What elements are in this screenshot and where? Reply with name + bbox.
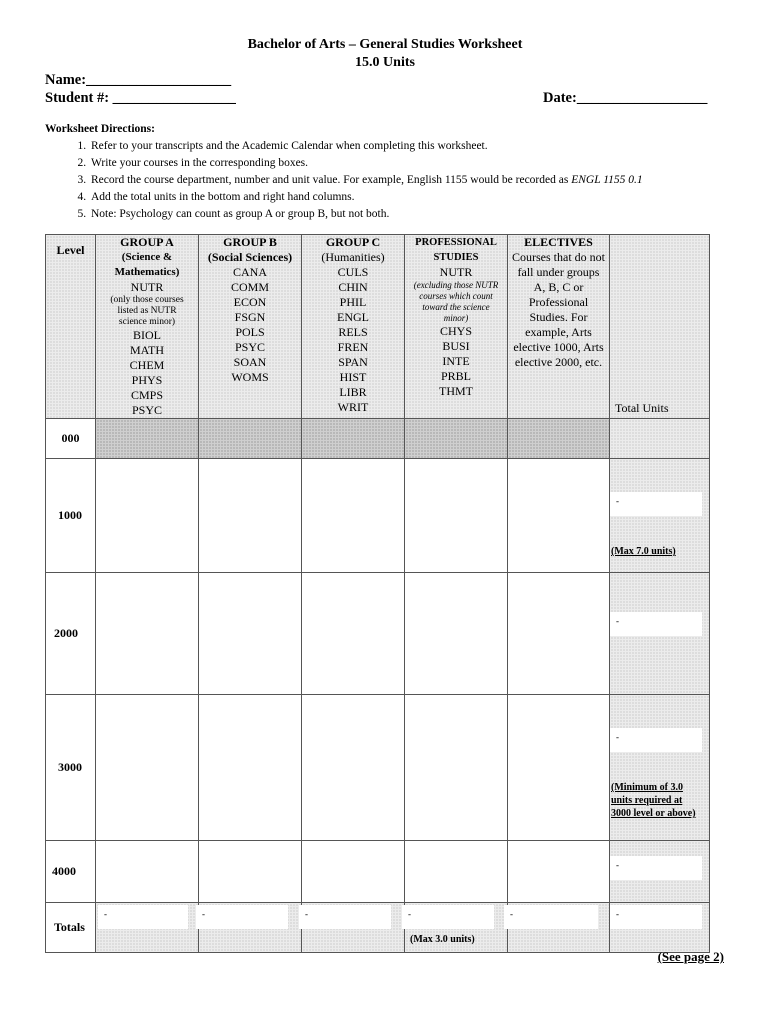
total-units-input[interactable]: - — [610, 905, 702, 929]
max-professional-note: (Max 3.0 units) — [410, 934, 475, 945]
cell-4000-professional[interactable] — [405, 841, 508, 903]
total-group-b-input[interactable]: - — [196, 905, 288, 929]
worksheet-units: 15.0 Units — [355, 55, 415, 70]
cell-1000-electives[interactable] — [508, 459, 610, 573]
direction-example: ENGL 1155 0.1 — [571, 174, 643, 186]
cell-4000-group-a[interactable] — [96, 841, 199, 903]
electives-header: ELECTIVES Courses that do not fall under groups A, B, C or Professional Studies. For example, Arts elective 1000, Arts elective 2000, etc. — [508, 235, 610, 419]
cell-4000-electives[interactable] — [508, 841, 610, 903]
direction-item: 2. Write your courses in the corresponding boxes. — [89, 155, 745, 172]
min-3000-note: (Minimum of 3.0 units required at 3000 level or above) — [611, 782, 696, 819]
level-4000: 4000 — [46, 841, 96, 903]
cell-3000-group-c[interactable] — [302, 695, 405, 841]
direction-item: 3. Record the course department, number and unit value. For example, English 1155 would be recorded as ENGL 1155 0.1 — [89, 172, 745, 189]
directions-list — [45, 138, 745, 223]
cell-3000-professional[interactable] — [405, 695, 508, 841]
total-3000-input[interactable]: - — [610, 728, 702, 752]
direction-item: 4. Add the total units in the bottom and right hand columns. — [89, 189, 745, 206]
total-4000-input[interactable]: - — [610, 856, 702, 880]
group-b-header: GROUP B (Social Sciences) CANA COMM ECON FSGN POLS PSYC SOAN WOMS — [199, 235, 302, 419]
max-1000-note: (Max 7.0 units) — [611, 546, 676, 557]
cell-2000-group-b[interactable] — [199, 573, 302, 695]
cell-3000-group-a[interactable] — [96, 695, 199, 841]
total-group-a-input[interactable]: - — [98, 905, 188, 929]
cell-1000-group-b[interactable] — [199, 459, 302, 573]
group-c-header: GROUP C (Humanities) CULS CHIN PHIL ENGL RELS FREN SPAN HIST LIBR WRIT — [302, 235, 405, 419]
cell-000-group-a — [96, 419, 199, 459]
cell-000-total — [610, 419, 710, 459]
group-a-header: GROUP A (Science & Mathematics) NUTR (only those courses listed as NUTR science minor) BIOL MATH CHEM PHYS CMPS PSYC — [96, 235, 199, 419]
cell-1000-group-c[interactable] — [302, 459, 405, 573]
total-electives-input[interactable]: - — [504, 905, 598, 929]
totals-label: Totals — [46, 903, 96, 953]
cell-2000-group-a[interactable] — [96, 573, 199, 695]
total-professional-input[interactable]: - — [402, 905, 494, 929]
date-field[interactable]: Date:__________________ — [543, 90, 708, 106]
total-1000-input[interactable]: - — [610, 492, 702, 516]
level-2000: 2000 — [46, 573, 96, 695]
cell-000-group-b — [199, 419, 302, 459]
cell-2000-group-c[interactable] — [302, 573, 405, 695]
cell-1000-group-a[interactable] — [96, 459, 199, 573]
cell-000-group-c — [302, 419, 405, 459]
cell-3000-group-b[interactable] — [199, 695, 302, 841]
professional-studies-header: PROFESSIONAL STUDIES NUTR (excluding those NUTR courses which count toward the science minor) CHYS BUSI INTE PRBL THMT — [405, 235, 508, 419]
cell-000-professional — [405, 419, 508, 459]
student-number-field[interactable]: Student #: _________________ — [45, 90, 236, 106]
cell-1000-professional[interactable] — [405, 459, 508, 573]
cell-3000-electives[interactable] — [508, 695, 610, 841]
level-000: 000 — [46, 419, 96, 459]
total-units-header: Total Units — [610, 235, 710, 419]
cell-4000-group-b[interactable] — [199, 841, 302, 903]
directions-heading: Worksheet Directions: — [45, 123, 155, 135]
worksheet-table — [45, 234, 710, 953]
worksheet-title: Bachelor of Arts – General Studies Worksheet — [247, 37, 523, 52]
cell-2000-electives[interactable] — [508, 573, 610, 695]
cell-000-electives — [508, 419, 610, 459]
level-3000: 3000 — [46, 695, 96, 841]
name-field[interactable]: Name:____________________ — [45, 72, 232, 88]
worksheet-directions — [45, 121, 745, 223]
cell-4000-group-c[interactable] — [302, 841, 405, 903]
level-header: Level — [46, 235, 96, 419]
direction-item: 1. Refer to your transcripts and the Academic Calendar when completing this worksheet. — [89, 138, 745, 155]
total-2000-input[interactable]: - — [610, 612, 702, 636]
total-group-c-input[interactable]: - — [299, 905, 391, 929]
level-1000: 1000 — [46, 459, 96, 573]
see-page-2-link[interactable]: (See page 2) — [657, 949, 724, 964]
direction-item: 5. Note: Psychology can count as group A or group B, but not both. — [89, 206, 745, 223]
cell-2000-professional[interactable] — [405, 573, 508, 695]
